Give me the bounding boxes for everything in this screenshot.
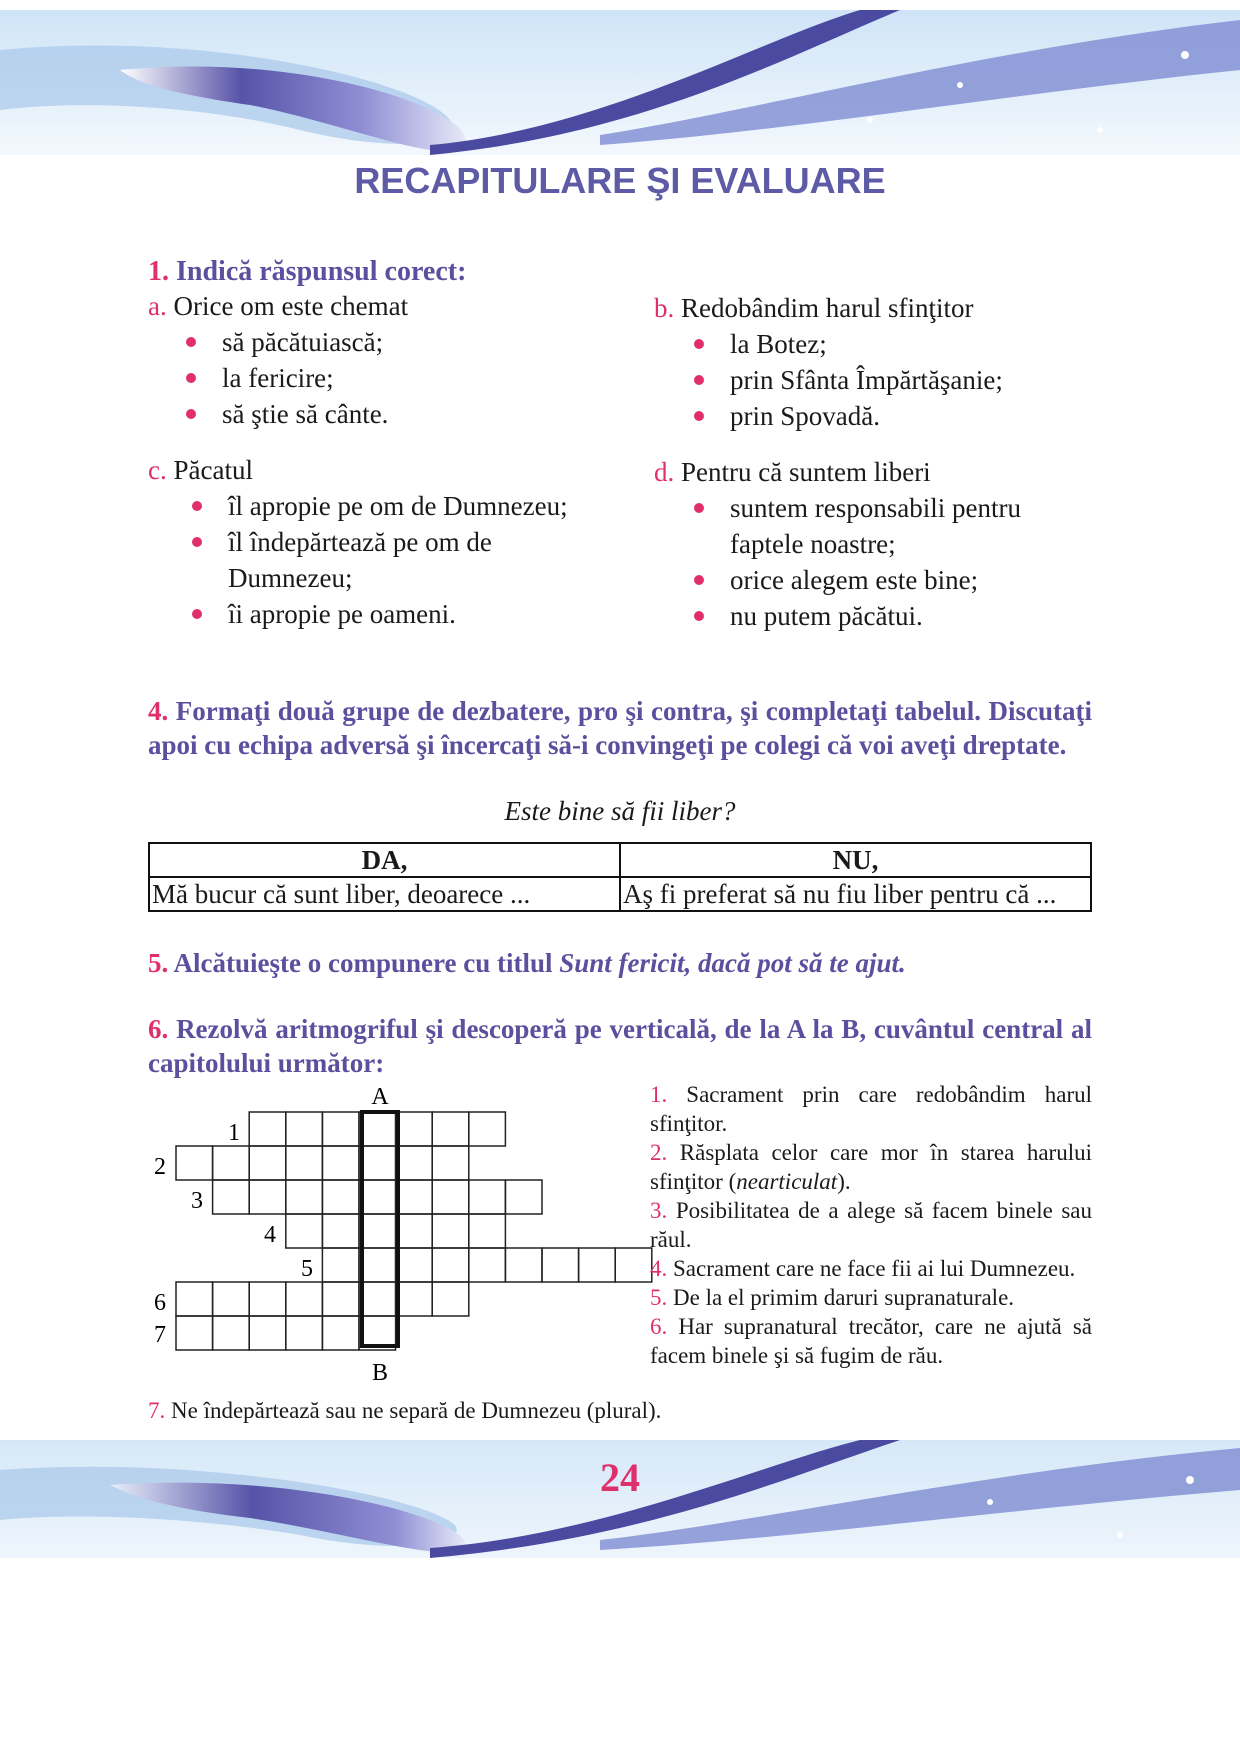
- clue-italic: nearticulat: [736, 1169, 838, 1194]
- crossword-cell[interactable]: [359, 1282, 396, 1316]
- crossword-cell[interactable]: [286, 1316, 323, 1350]
- q1c-option: îl îndepărtează pe om de Dumnezeu;: [188, 524, 578, 596]
- q1d-option: suntem responsabili pentru faptele noastre;: [690, 490, 1070, 562]
- crossword-cell[interactable]: [359, 1112, 396, 1146]
- grid-label-b: B: [371, 1360, 389, 1386]
- q1-part-a: [148, 288, 618, 432]
- crossword-cell[interactable]: [322, 1316, 359, 1350]
- crossword-cell[interactable]: [469, 1180, 506, 1214]
- crossword-cell[interactable]: [176, 1316, 213, 1350]
- clue-text: Răsplata celor care mor în starea harului sfinţitor (: [650, 1140, 1092, 1194]
- clue-item: [650, 1312, 1092, 1370]
- q1-part-d: [654, 454, 1094, 634]
- clue-item: [650, 1196, 1092, 1254]
- crossword-cell[interactable]: [322, 1282, 359, 1316]
- crossword-cell[interactable]: [176, 1282, 213, 1316]
- clue-text: Sacrament prin care redobândim harul sfinţitor.: [650, 1082, 1092, 1136]
- crossword-cell[interactable]: [542, 1248, 579, 1282]
- crossword-cell[interactable]: [396, 1180, 433, 1214]
- q1-number: 1.: [148, 256, 169, 287]
- row-number: 5: [301, 1256, 313, 1282]
- crossword-cell[interactable]: [249, 1180, 286, 1214]
- crossword-cell[interactable]: [359, 1316, 396, 1350]
- q1a-stem: Orice om este chemat: [173, 291, 409, 321]
- crossword-cell[interactable]: [213, 1316, 250, 1350]
- crossword-cell[interactable]: [469, 1112, 506, 1146]
- crossword-cell[interactable]: [359, 1146, 396, 1180]
- crossword-cell[interactable]: [322, 1146, 359, 1180]
- table-header-yes: DA,: [149, 843, 620, 877]
- q1d-stem: Pentru că suntem liberi: [681, 457, 931, 487]
- clue-text: Har supranatural trecător, care ne ajută să facem binele şi să fugim de rău.: [650, 1314, 1093, 1368]
- q1c-option: îl apropie pe om de Dumnezeu;: [188, 488, 578, 524]
- clue-number: 1.: [650, 1082, 668, 1107]
- q1d-option: nu putem păcătui.: [690, 598, 1070, 634]
- crossword-cell[interactable]: [322, 1214, 359, 1248]
- clue-item: [148, 1396, 661, 1425]
- q1d-label: d.: [654, 457, 675, 487]
- crossword-cell[interactable]: [359, 1214, 396, 1248]
- crossword-cell[interactable]: [359, 1248, 396, 1282]
- crossword-cell[interactable]: [615, 1248, 652, 1282]
- clue-number: 2.: [650, 1140, 668, 1165]
- crossword-cell[interactable]: [432, 1214, 469, 1248]
- q5-text: Alcătuieşte o compunere cu titlul: [173, 948, 560, 978]
- header-wave-decoration: [0, 10, 1240, 155]
- clue-number: 6.: [650, 1314, 668, 1339]
- crossword-cell[interactable]: [432, 1112, 469, 1146]
- table-cell-yes: Mă bucur că sunt liber, deoarece ...: [149, 877, 620, 911]
- table-cell-no: Aş fi preferat să nu fiu liber pentru că ...: [620, 877, 1091, 911]
- crossword-cell[interactable]: [213, 1146, 250, 1180]
- q1a-option: la fericire;: [182, 360, 618, 396]
- crossword-cell[interactable]: [213, 1282, 250, 1316]
- clue-item: [650, 1254, 1092, 1283]
- debate-table: [148, 842, 1092, 912]
- q5-instructions: [148, 948, 906, 979]
- row-number: 2: [154, 1154, 166, 1180]
- q1a-label: a.: [148, 291, 167, 321]
- q6-number: 6.: [148, 1014, 169, 1044]
- clue-item: [650, 1283, 1092, 1312]
- crossword-cell[interactable]: [396, 1248, 433, 1282]
- q1c-option: îi apropie pe oameni.: [188, 596, 578, 632]
- crossword-cell[interactable]: [396, 1146, 433, 1180]
- q4-text: Formaţi două grupe de dezbatere, pro şi contra, şi completaţi tabelul. Discutaţi apoi cu echipa adversă şi încercaţi să-i convingeţi pe colegi că voi aveţi dreptate.: [148, 696, 1093, 760]
- q1-part-c: [148, 452, 608, 632]
- page-title: RECAPITULARE ŞI EVALUARE: [354, 160, 886, 201]
- q4-instructions: [148, 694, 1092, 762]
- q4-question: Este bine să fii liber?: [504, 796, 736, 826]
- q5-number: 5.: [148, 948, 169, 978]
- q1a-option: să păcătuiască;: [182, 324, 618, 360]
- crossword-cell[interactable]: [286, 1112, 323, 1146]
- row-number: 4: [264, 1222, 276, 1248]
- clue-item: [650, 1138, 1092, 1196]
- row-number: 3: [191, 1188, 203, 1214]
- clue-text: Ne îndepărtează sau ne separă de Dumnezeu (plural).: [171, 1398, 662, 1423]
- clue-text: Sacrament care ne face fii ai lui Dumnezeu.: [673, 1256, 1076, 1281]
- q1-text: Indică răspunsul corect:: [176, 256, 467, 287]
- crossword-cell[interactable]: [249, 1112, 286, 1146]
- crossword-cell[interactable]: [176, 1146, 213, 1180]
- crossword-cell[interactable]: [249, 1316, 286, 1350]
- table-header-no: NU,: [620, 843, 1091, 877]
- crossword-cell[interactable]: [286, 1146, 323, 1180]
- clue-text-end: ).: [837, 1169, 851, 1194]
- clue-text: De la el primim daruri supranaturale.: [673, 1285, 1015, 1310]
- crossword-cell[interactable]: [396, 1282, 433, 1316]
- row-number: 7: [154, 1322, 166, 1348]
- crossword-cell[interactable]: [432, 1146, 469, 1180]
- q1c-label: c.: [148, 455, 167, 485]
- crossword-cell[interactable]: [213, 1180, 250, 1214]
- grid-label-a: A: [371, 1084, 389, 1110]
- q1d-option: orice alegem este bine;: [690, 562, 1070, 598]
- q1b-stem: Redobândim harul sfinţitor: [681, 293, 974, 323]
- q1b-option: la Botez;: [690, 326, 1094, 362]
- crossword-cell[interactable]: [505, 1248, 542, 1282]
- q1b-option: prin Spovadă.: [690, 398, 1094, 434]
- q4-number: 4.: [148, 696, 169, 726]
- crossword-cell[interactable]: [469, 1248, 506, 1282]
- crossword-cell[interactable]: [286, 1214, 323, 1248]
- clue-number: 3.: [650, 1198, 668, 1223]
- crossword-cell[interactable]: [505, 1180, 542, 1214]
- crossword-cell[interactable]: [322, 1180, 359, 1214]
- clue-item: [650, 1080, 1092, 1138]
- q5-essay-title: Sunt fericit, dacă pot să te ajut.: [559, 948, 906, 978]
- crossword-cell[interactable]: [469, 1214, 506, 1248]
- q1a-option: să ştie să cânte.: [182, 396, 618, 432]
- crossword-cell[interactable]: [396, 1112, 433, 1146]
- crossword-cell[interactable]: [249, 1146, 286, 1180]
- row-number: 6: [154, 1290, 166, 1316]
- crossword-clues: [650, 1080, 1092, 1370]
- crossword-cell[interactable]: [396, 1214, 433, 1248]
- vertical-answer-column: [362, 1112, 398, 1346]
- clue-number: 4.: [650, 1256, 668, 1281]
- crossword-cell[interactable]: [322, 1248, 359, 1282]
- crossword-cell[interactable]: [359, 1180, 396, 1214]
- clue-number: 5.: [650, 1285, 668, 1310]
- q1c-stem: Păcatul: [173, 455, 253, 485]
- crossword-cell[interactable]: [432, 1282, 469, 1316]
- q1-heading: [148, 256, 466, 288]
- q1b-option: prin Sfânta Împărtăşanie;: [690, 362, 1094, 398]
- q1-part-b: [654, 290, 1094, 434]
- clue-text: Posibilitatea de a alege să facem binele sau răul.: [650, 1198, 1092, 1252]
- crossword-cell[interactable]: [286, 1180, 323, 1214]
- q6-text: Rezolvă aritmogriful şi descoperă pe verticală, de la A la B, cuvântul central al capitolului următor:: [148, 1014, 1092, 1078]
- crossword-cell[interactable]: [579, 1248, 616, 1282]
- row-number: 1: [228, 1120, 240, 1146]
- crossword-cell[interactable]: [432, 1248, 469, 1282]
- q1b-label: b.: [654, 293, 675, 323]
- crossword-cell[interactable]: [322, 1112, 359, 1146]
- clue-number: 7.: [148, 1398, 166, 1423]
- q6-instructions: [148, 1012, 1092, 1080]
- crossword-cell[interactable]: [249, 1282, 286, 1316]
- crossword-cell[interactable]: [432, 1180, 469, 1214]
- crossword-cell[interactable]: [286, 1282, 323, 1316]
- page-number: 24: [600, 1455, 640, 1500]
